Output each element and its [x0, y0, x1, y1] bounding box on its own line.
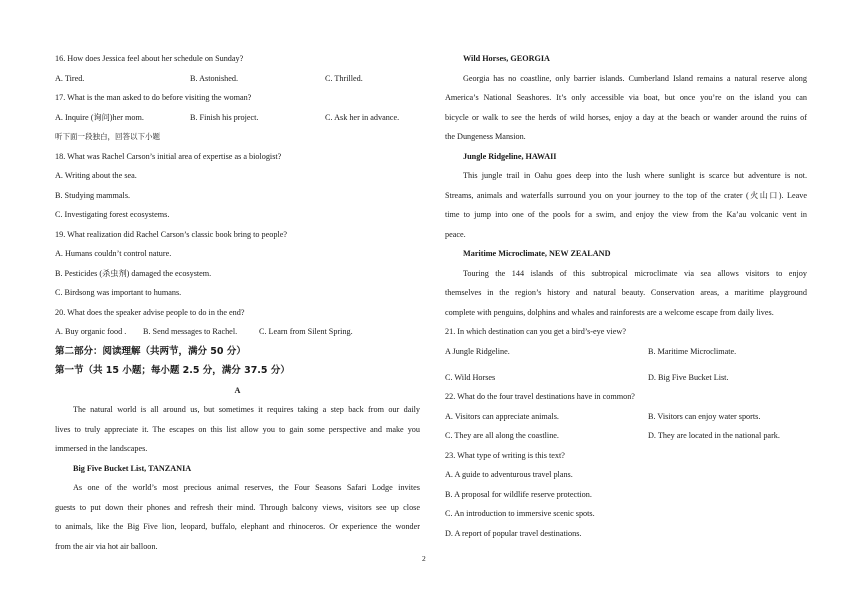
q23-option-b: B. A proposal for wildlife reserve protection.	[445, 489, 592, 499]
jungle-line-3: time to jump into one of the pools for a swim, and enjoy the view from the Ka’au volcanic vent in	[445, 210, 807, 219]
q16-stem: 16. How does Jessica feel about her schedule on Sunday?	[55, 54, 244, 63]
big-five-line-2: guests to put down their phones and refresh their mind. Through balcony views, visitors see up close	[55, 502, 420, 512]
maritime-line-1: Touring the 144 islands of this subtropical microclimate via sea allows visitors to enjoy	[463, 268, 807, 278]
q19-option-b: B. Pesticides (杀虫剂) damaged the ecosystem.	[55, 268, 212, 278]
q20-option-b: B. Send messages to Rachel.	[143, 327, 238, 336]
q21-option-c: C. Wild Horses	[445, 372, 496, 382]
intro-line-1: The natural world is all around us, but sometimes it requires taking a step back from our daily	[73, 405, 420, 414]
q23-stem: 23. What type of writing is this text?	[445, 450, 565, 460]
jungle-line-2: Streams, animals and waterfalls surround you on your journey to the top of the crater (火山口). Leave	[445, 190, 807, 200]
q16-options	[55, 69, 420, 89]
q17-option-c: C. Ask her in advance.	[325, 112, 400, 122]
q22-options-row-2	[445, 426, 807, 446]
q18-option-b: B. Studying mammals.	[55, 190, 131, 200]
passage-letter: A	[234, 385, 241, 395]
q22-options-row-1	[445, 407, 807, 427]
q21-options-row-2	[445, 368, 807, 388]
q18-option-c: C. Investigating forest ecosystems.	[55, 210, 170, 219]
maritime-line-3: complete with penguins, dolphins and whales and rainforests are a welcome escape from daily lives.	[445, 307, 774, 317]
q20-stem: 20. What does the speaker advise people to do in the end?	[55, 307, 245, 317]
q21-option-d: D. Big Five Bucket List.	[648, 372, 729, 382]
q16-option-b: B. Astonished.	[190, 73, 238, 83]
q18-stem: 18. What was Rachel Carson’s initial area of expertise as a biologist?	[55, 151, 282, 161]
q17-stem: 17. What is the man asked to do before visiting the woman?	[55, 93, 252, 102]
q19-option-c: C. Birdsong was important to humans.	[55, 288, 182, 297]
q23-option-d: D. A report of popular travel destinations.	[445, 528, 582, 538]
heading-jungle-ridgeline: Jungle Ridgeline, HAWAII	[463, 151, 557, 161]
q21-options-row-1	[445, 342, 807, 368]
q16-option-a: A. Tired.	[55, 73, 85, 83]
q22-option-d: D. They are located in the national park.	[648, 431, 780, 440]
big-five-line-4: from the air via hot air balloon.	[55, 541, 158, 551]
heading-big-five: Big Five Bucket List, TANZANIA	[73, 463, 192, 473]
big-five-line-1: As one of the world’s most precious animal reserves, the Four Seasons Safari Lodge invites	[73, 483, 420, 492]
q19-stem: 19. What realization did Rachel Carson’s classic book bring to people?	[55, 229, 287, 239]
left-column	[55, 49, 420, 556]
listening-instruction: 听下面一段独白，回答以下小题	[55, 132, 160, 141]
q16-option-c: C. Thrilled.	[325, 73, 363, 83]
wild-horses-line-2: America’s National Seashores. It’s only accessible via boat, but once you’re on the island you can	[445, 93, 807, 102]
q17-option-b: B. Finish his project.	[190, 112, 259, 122]
q22-option-c: C. They are all along the coastline.	[445, 431, 559, 440]
maritime-line-2: themselves in the region’s history and natural beauty. Conservation areas, a maritime playground	[445, 288, 807, 297]
q20-options	[55, 322, 420, 342]
q21-option-a: A Jungle Ridgeline.	[445, 346, 510, 356]
q23-option-a: A. A guide to adventurous travel plans.	[445, 470, 573, 479]
intro-line-3: immersed in the landscapes.	[55, 444, 148, 453]
q17-option-a: A. Inquire (询问)her mom.	[55, 112, 144, 122]
q18-option-a: A. Writing about the sea.	[55, 171, 137, 180]
q21-option-b: B. Maritime Microclimate.	[648, 346, 737, 356]
q20-option-a: A. Buy organic food .	[55, 327, 127, 336]
q22-option-b: B. Visitors can enjoy water sports.	[648, 411, 761, 421]
jungle-line-4: peace.	[445, 229, 466, 239]
q20-option-c: C. Learn from Silent Spring.	[259, 327, 353, 336]
wild-horses-line-3: bicycle or walk to see the herds of wild horses, enjoy a day at the beach or wander around the ruins of	[445, 112, 807, 122]
right-column	[445, 49, 807, 543]
page-number: 2	[422, 554, 426, 563]
heading-wild-horses: Wild Horses, GEORGIA	[463, 54, 550, 63]
jungle-line-1: This jungle trail in Oahu goes deep into the lush where sunlight is scarce but adventure is not.	[463, 171, 807, 180]
intro-line-2: lives to truly appreciate it. The escapes on this list allow you to gain some perspective and make you	[55, 424, 420, 434]
q19-option-a: A. Humans couldn’t control nature.	[55, 249, 172, 258]
q21-stem: 21. In which destination can you get a bird’s-eye view?	[445, 327, 626, 336]
part2-heading: 第二部分：阅读理解（共两节，满分 50 分）	[55, 345, 246, 357]
heading-maritime: Maritime Microclimate, NEW ZEALAND	[463, 249, 611, 258]
wild-horses-line-4: the Dungeness Mansion.	[445, 132, 526, 141]
q22-stem: 22. What do the four travel destinations have in common?	[445, 392, 635, 401]
section1-heading: 第一节（共 15 小题；每小题 2.5 分，满分 37.5 分）	[55, 365, 290, 376]
q23-option-c: C. An introduction to immersive scenic spots.	[445, 509, 595, 518]
q17-options	[55, 108, 420, 128]
q22-option-a: A. Visitors can appreciate animals.	[445, 411, 559, 421]
big-five-line-3: to animals, like the Big Five lion, leopard, buffalo, elephant and rhinoceros. Or experience the wonder	[55, 522, 420, 531]
wild-horses-line-1: Georgia has no coastline, only barrier islands. Cumberland Island remains a natural reserve along	[463, 73, 807, 83]
